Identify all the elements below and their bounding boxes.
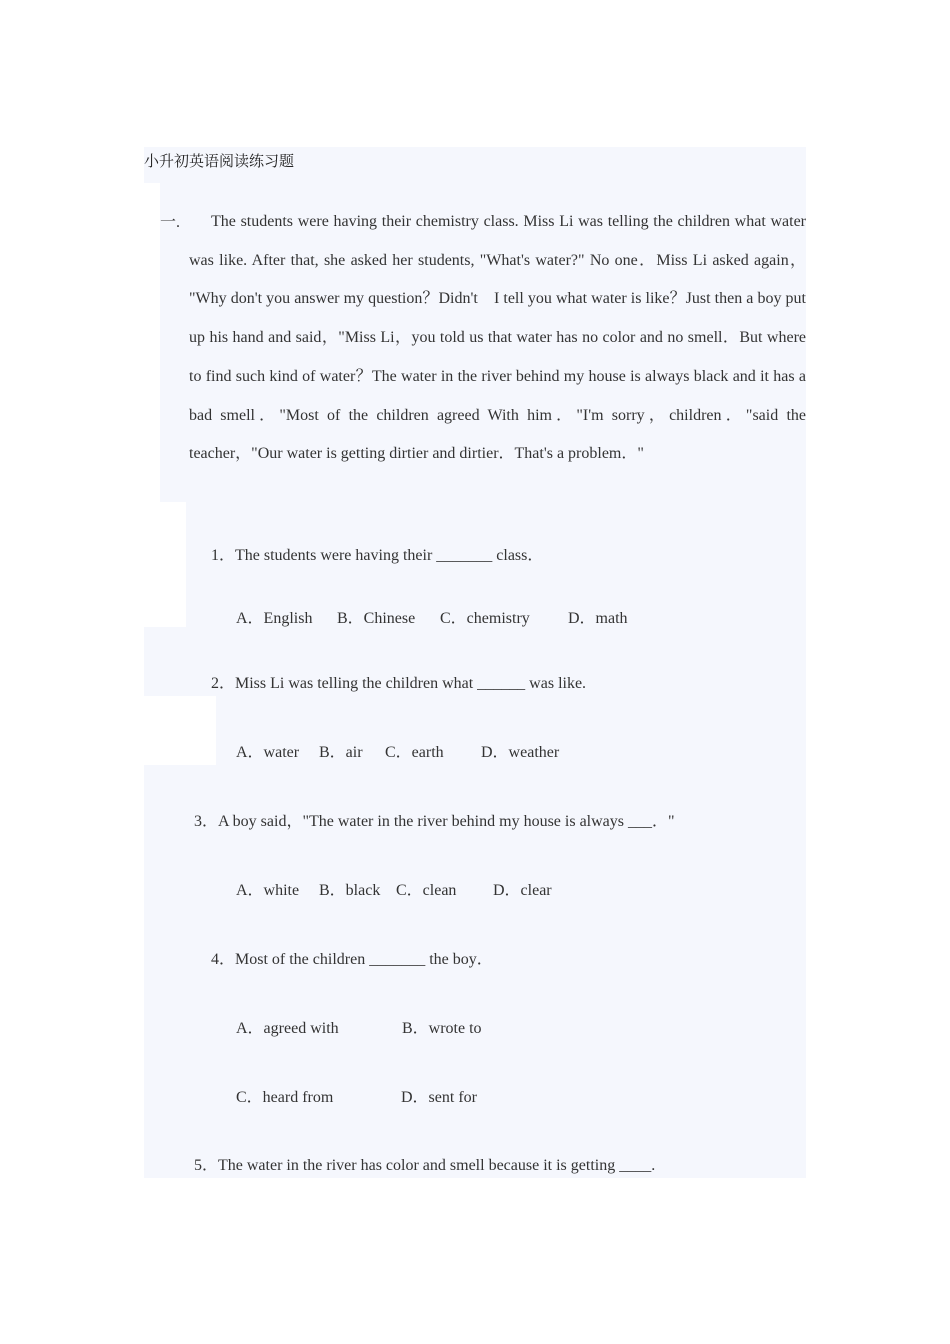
- q3-option-d[interactable]: D．clear: [493, 882, 552, 899]
- q3-option-c[interactable]: C．clean: [396, 882, 457, 899]
- question-4-stem: 4．Most of the children _______ the boy．: [211, 951, 493, 968]
- question-3-stem: 3．A boy said，"The water in the river behind my house is always ___．": [194, 813, 675, 830]
- q4-option-c[interactable]: C．heard from: [236, 1089, 334, 1106]
- q2-option-b[interactable]: B．air: [319, 744, 363, 761]
- question-2-stem: 2．Miss Li was telling the children what ______ was like.: [211, 675, 587, 692]
- q3-option-b[interactable]: B．black: [319, 882, 381, 899]
- q1-option-a[interactable]: A．English: [236, 610, 313, 627]
- q4-option-b[interactable]: B．wrote to: [402, 1020, 482, 1037]
- passage-text: The students were having their chemistry class. Miss Li was telling the children what water was like. After that, she asked her students, "What's water?" No one．Miss Li asked again， "Why don't you answer my question？Didn't I tell you what water is like？Just then a boy put up his hand and said，"Miss Li，you told us that water has no color and no smell．But where to find such kind of water？The water in the river behind my house is always black and it has a bad smell．"Most of the children agreed With him．"I'm sorry，children．"said the teacher，"Our water is getting dirtier and dirtier．That's a problem．": [189, 213, 806, 463]
- q1-option-c[interactable]: C．chemistry: [440, 610, 530, 627]
- q2-option-a[interactable]: A．water: [236, 744, 300, 761]
- q1-option-b[interactable]: B．Chinese: [337, 610, 416, 627]
- q4-option-d[interactable]: D．sent for: [401, 1089, 477, 1106]
- section-number: 一.: [160, 214, 181, 231]
- reading-passage: [189, 203, 806, 474]
- page-title: 小升初英语阅读练习题: [144, 152, 295, 170]
- q3-option-a[interactable]: A．white: [236, 882, 300, 899]
- question-1-stem: 1．The students were having their _______ class．: [211, 547, 544, 564]
- q2-option-c[interactable]: C．earth: [385, 744, 444, 761]
- q2-option-d[interactable]: D．weather: [481, 744, 560, 761]
- question-5-stem: 5．The water in the river has color and smell because it is getting ____.: [194, 1157, 656, 1174]
- q4-option-a[interactable]: A．agreed with: [236, 1020, 339, 1037]
- q1-option-d[interactable]: D．math: [568, 610, 628, 627]
